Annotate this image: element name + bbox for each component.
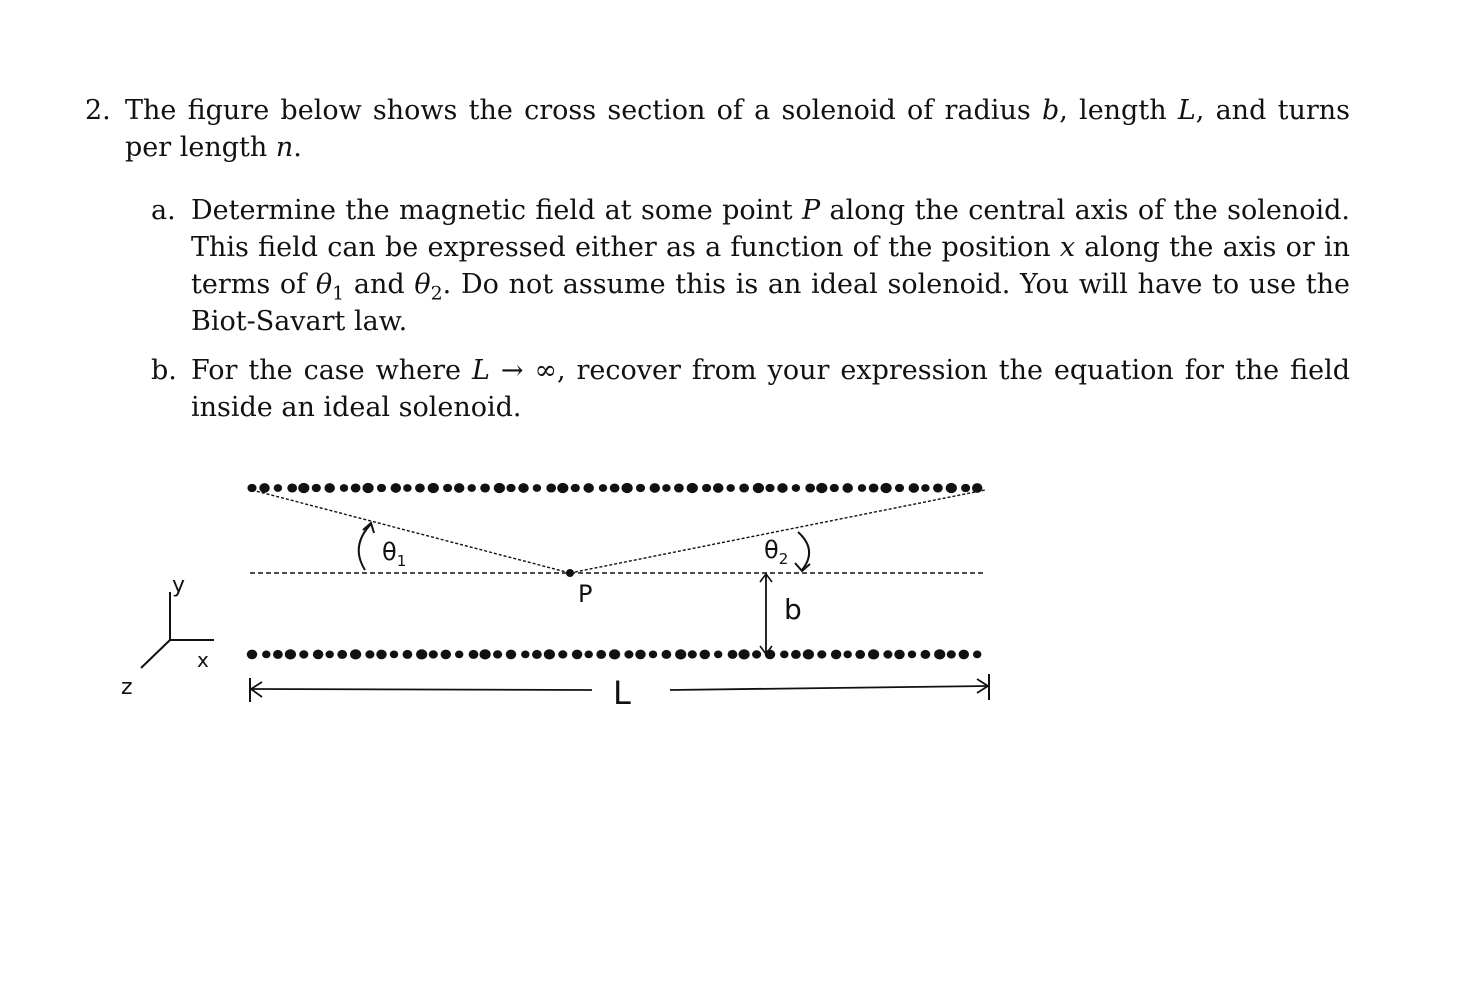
winding-dot bbox=[817, 650, 826, 658]
winding-dot bbox=[713, 483, 724, 493]
winding-dot bbox=[973, 651, 981, 659]
winding-dot bbox=[287, 483, 297, 492]
winding-dot bbox=[518, 483, 529, 493]
winding-dot bbox=[934, 649, 945, 659]
winding-dot bbox=[816, 483, 827, 493]
theta1-arc bbox=[359, 524, 371, 570]
solenoid-figure bbox=[100, 455, 1020, 725]
winding-dot bbox=[350, 649, 361, 659]
winding-dot bbox=[858, 484, 866, 492]
theta2-symbol: θ bbox=[764, 536, 779, 564]
winding-dot bbox=[702, 484, 711, 492]
part-a-text-2: along the central axis of the solenoid. This field can be expressed either as a function of the position bbox=[191, 195, 1350, 263]
winding-dot bbox=[299, 650, 308, 658]
winding-dot bbox=[777, 483, 788, 493]
winding-dot bbox=[324, 483, 335, 493]
winding-dot bbox=[376, 650, 387, 660]
winding-dot bbox=[961, 484, 970, 492]
y-axis-label: y bbox=[172, 573, 186, 598]
winding-dot bbox=[259, 483, 270, 493]
intro-text-3: , and turns per length bbox=[125, 95, 1350, 163]
winding-dot bbox=[428, 483, 439, 493]
winding-dot bbox=[429, 650, 438, 658]
bottom-winding-row bbox=[247, 649, 982, 659]
winding-dot bbox=[273, 650, 283, 659]
winding-dot bbox=[247, 650, 258, 660]
winding-dot bbox=[674, 483, 684, 492]
winding-dot bbox=[480, 649, 491, 659]
var-theta1: θ bbox=[315, 269, 333, 300]
winding-dot bbox=[868, 649, 879, 659]
winding-dot bbox=[791, 650, 801, 659]
winding-dot bbox=[377, 484, 386, 492]
x-axis-label: x bbox=[197, 648, 209, 672]
winding-dot bbox=[365, 650, 374, 658]
winding-dot bbox=[780, 651, 788, 659]
winding-dot bbox=[583, 483, 594, 493]
theta1-sub: 1 bbox=[396, 552, 407, 570]
winding-dot bbox=[326, 651, 334, 659]
z-axis-line bbox=[141, 640, 170, 668]
winding-dot bbox=[883, 650, 892, 658]
winding-dot bbox=[622, 483, 633, 493]
point-P-label: P bbox=[578, 580, 593, 608]
part-b-text-1: For the case where bbox=[191, 355, 472, 386]
winding-dot bbox=[869, 483, 879, 492]
point-P-marker bbox=[566, 569, 574, 577]
winding-dot bbox=[688, 650, 697, 658]
winding-dot bbox=[312, 484, 321, 492]
sight-line-left bbox=[252, 490, 570, 573]
winding-dot bbox=[468, 484, 476, 492]
winding-dot bbox=[753, 483, 764, 493]
winding-dot bbox=[415, 483, 425, 492]
theta1-label bbox=[382, 538, 406, 570]
intro-text-4: . bbox=[293, 132, 302, 163]
theta2-arc bbox=[798, 532, 809, 570]
winding-dot bbox=[247, 484, 256, 492]
winding-dot bbox=[752, 650, 761, 658]
top-winding-row bbox=[247, 483, 982, 493]
winding-dot bbox=[506, 484, 515, 492]
winding-dot bbox=[894, 650, 905, 660]
winding-dot bbox=[909, 483, 920, 493]
winding-dot bbox=[506, 650, 517, 660]
winding-dot bbox=[739, 649, 750, 659]
theta2-label bbox=[764, 536, 788, 568]
winding-dot bbox=[391, 483, 402, 493]
winding-dot bbox=[390, 651, 398, 659]
winding-dot bbox=[636, 484, 645, 492]
length-label: L bbox=[613, 674, 631, 712]
part-a-text-1: Determine the magnetic field at some point bbox=[191, 195, 802, 226]
winding-dot bbox=[494, 483, 505, 493]
part-a-text-5: . Do not assume this is an ideal solenoid. You will have to use the Biot-Savart law. bbox=[191, 269, 1351, 337]
winding-dot bbox=[441, 650, 452, 660]
winding-dot bbox=[340, 484, 348, 492]
winding-dot bbox=[805, 483, 815, 492]
var-P: P bbox=[801, 195, 821, 226]
winding-dot bbox=[650, 483, 661, 493]
winding-dot bbox=[351, 483, 361, 492]
winding-dot bbox=[480, 483, 490, 492]
winding-dot bbox=[792, 484, 800, 492]
var-n: n bbox=[275, 132, 294, 163]
winding-dot bbox=[363, 483, 374, 493]
winding-dot bbox=[558, 650, 567, 658]
theta2-subscript: 2 bbox=[430, 282, 443, 305]
winding-dot bbox=[649, 651, 657, 659]
winding-dot bbox=[313, 650, 324, 660]
winding-dot bbox=[443, 484, 452, 492]
part-a-label: a. bbox=[151, 195, 176, 226]
winding-dot bbox=[298, 483, 309, 493]
winding-dot bbox=[274, 484, 282, 492]
winding-dot bbox=[662, 484, 670, 492]
intro-text-2: , length bbox=[1059, 95, 1178, 126]
solenoid-diagram bbox=[100, 455, 1020, 725]
winding-dot bbox=[675, 649, 686, 659]
var-theta2: θ bbox=[414, 269, 431, 300]
winding-dot bbox=[855, 650, 865, 659]
winding-dot bbox=[662, 650, 672, 659]
winding-dot bbox=[609, 649, 620, 659]
winding-dot bbox=[946, 483, 957, 493]
part-b-label: b. bbox=[151, 355, 177, 386]
winding-dot bbox=[546, 483, 556, 492]
winding-dot bbox=[572, 650, 583, 660]
theta1-subscript: 1 bbox=[332, 282, 345, 305]
problem-2 bbox=[85, 92, 1350, 438]
var-x: x bbox=[1059, 232, 1076, 263]
winding-dot bbox=[403, 650, 413, 659]
winding-dot bbox=[959, 650, 970, 660]
winding-dot bbox=[739, 483, 749, 492]
winding-dot bbox=[544, 649, 555, 659]
winding-dot bbox=[765, 484, 774, 492]
problem-statement bbox=[85, 92, 1350, 166]
theta1-symbol: θ bbox=[382, 538, 397, 566]
problem-number: 2. bbox=[85, 95, 111, 126]
winding-dot bbox=[830, 484, 839, 492]
winding-dot bbox=[700, 650, 711, 660]
winding-dot bbox=[947, 650, 956, 658]
z-axis-label: z bbox=[121, 675, 133, 700]
winding-dot bbox=[933, 483, 943, 492]
length-line-right bbox=[670, 686, 988, 690]
winding-dot bbox=[493, 650, 502, 658]
winding-dot bbox=[403, 484, 411, 492]
winding-dot bbox=[921, 484, 929, 492]
winding-dot bbox=[533, 484, 541, 492]
winding-dot bbox=[714, 651, 722, 659]
winding-dot bbox=[844, 651, 852, 659]
winding-dot bbox=[285, 649, 296, 659]
part-b-text-2: → ∞, recover from your expression the equation for the field inside an ideal solenoid. bbox=[191, 355, 1350, 423]
theta2-sub: 2 bbox=[778, 550, 789, 568]
var-L-limit: L bbox=[471, 355, 490, 386]
winding-dot bbox=[596, 650, 606, 659]
winding-dot bbox=[895, 484, 904, 492]
winding-dot bbox=[687, 483, 698, 493]
winding-dot bbox=[521, 651, 529, 659]
winding-dot bbox=[624, 650, 633, 658]
winding-dot bbox=[571, 484, 580, 492]
winding-dot bbox=[803, 649, 814, 659]
problem-parts bbox=[85, 192, 1350, 426]
part-a-text-4: and bbox=[344, 269, 415, 300]
winding-dot bbox=[454, 483, 465, 493]
var-L: L bbox=[1177, 95, 1196, 126]
winding-dot bbox=[262, 651, 270, 659]
winding-dot bbox=[416, 649, 427, 659]
winding-dot bbox=[881, 483, 892, 493]
winding-dot bbox=[455, 651, 463, 659]
var-b: b bbox=[1041, 95, 1060, 126]
winding-dot bbox=[337, 650, 347, 659]
winding-dot bbox=[842, 483, 853, 493]
winding-dot bbox=[727, 484, 735, 492]
winding-dot bbox=[599, 484, 607, 492]
part-a-text-3: along the axis or in terms of bbox=[191, 232, 1350, 300]
winding-dot bbox=[557, 483, 568, 493]
theta2-arrowhead bbox=[795, 563, 810, 571]
winding-dot bbox=[585, 651, 593, 659]
part-a bbox=[151, 192, 1350, 340]
winding-dot bbox=[831, 650, 842, 660]
winding-dot bbox=[610, 483, 620, 492]
winding-dot bbox=[921, 650, 931, 659]
intro-text-1: The figure below shows the cross section of a solenoid of radius bbox=[125, 95, 1042, 126]
winding-dot bbox=[728, 650, 738, 659]
winding-dot bbox=[469, 650, 479, 659]
radius-label: b bbox=[784, 593, 802, 626]
winding-dot bbox=[532, 650, 542, 659]
winding-dot bbox=[908, 651, 916, 659]
winding-dot bbox=[635, 650, 646, 660]
part-b bbox=[151, 352, 1350, 426]
length-line-left bbox=[250, 689, 592, 690]
